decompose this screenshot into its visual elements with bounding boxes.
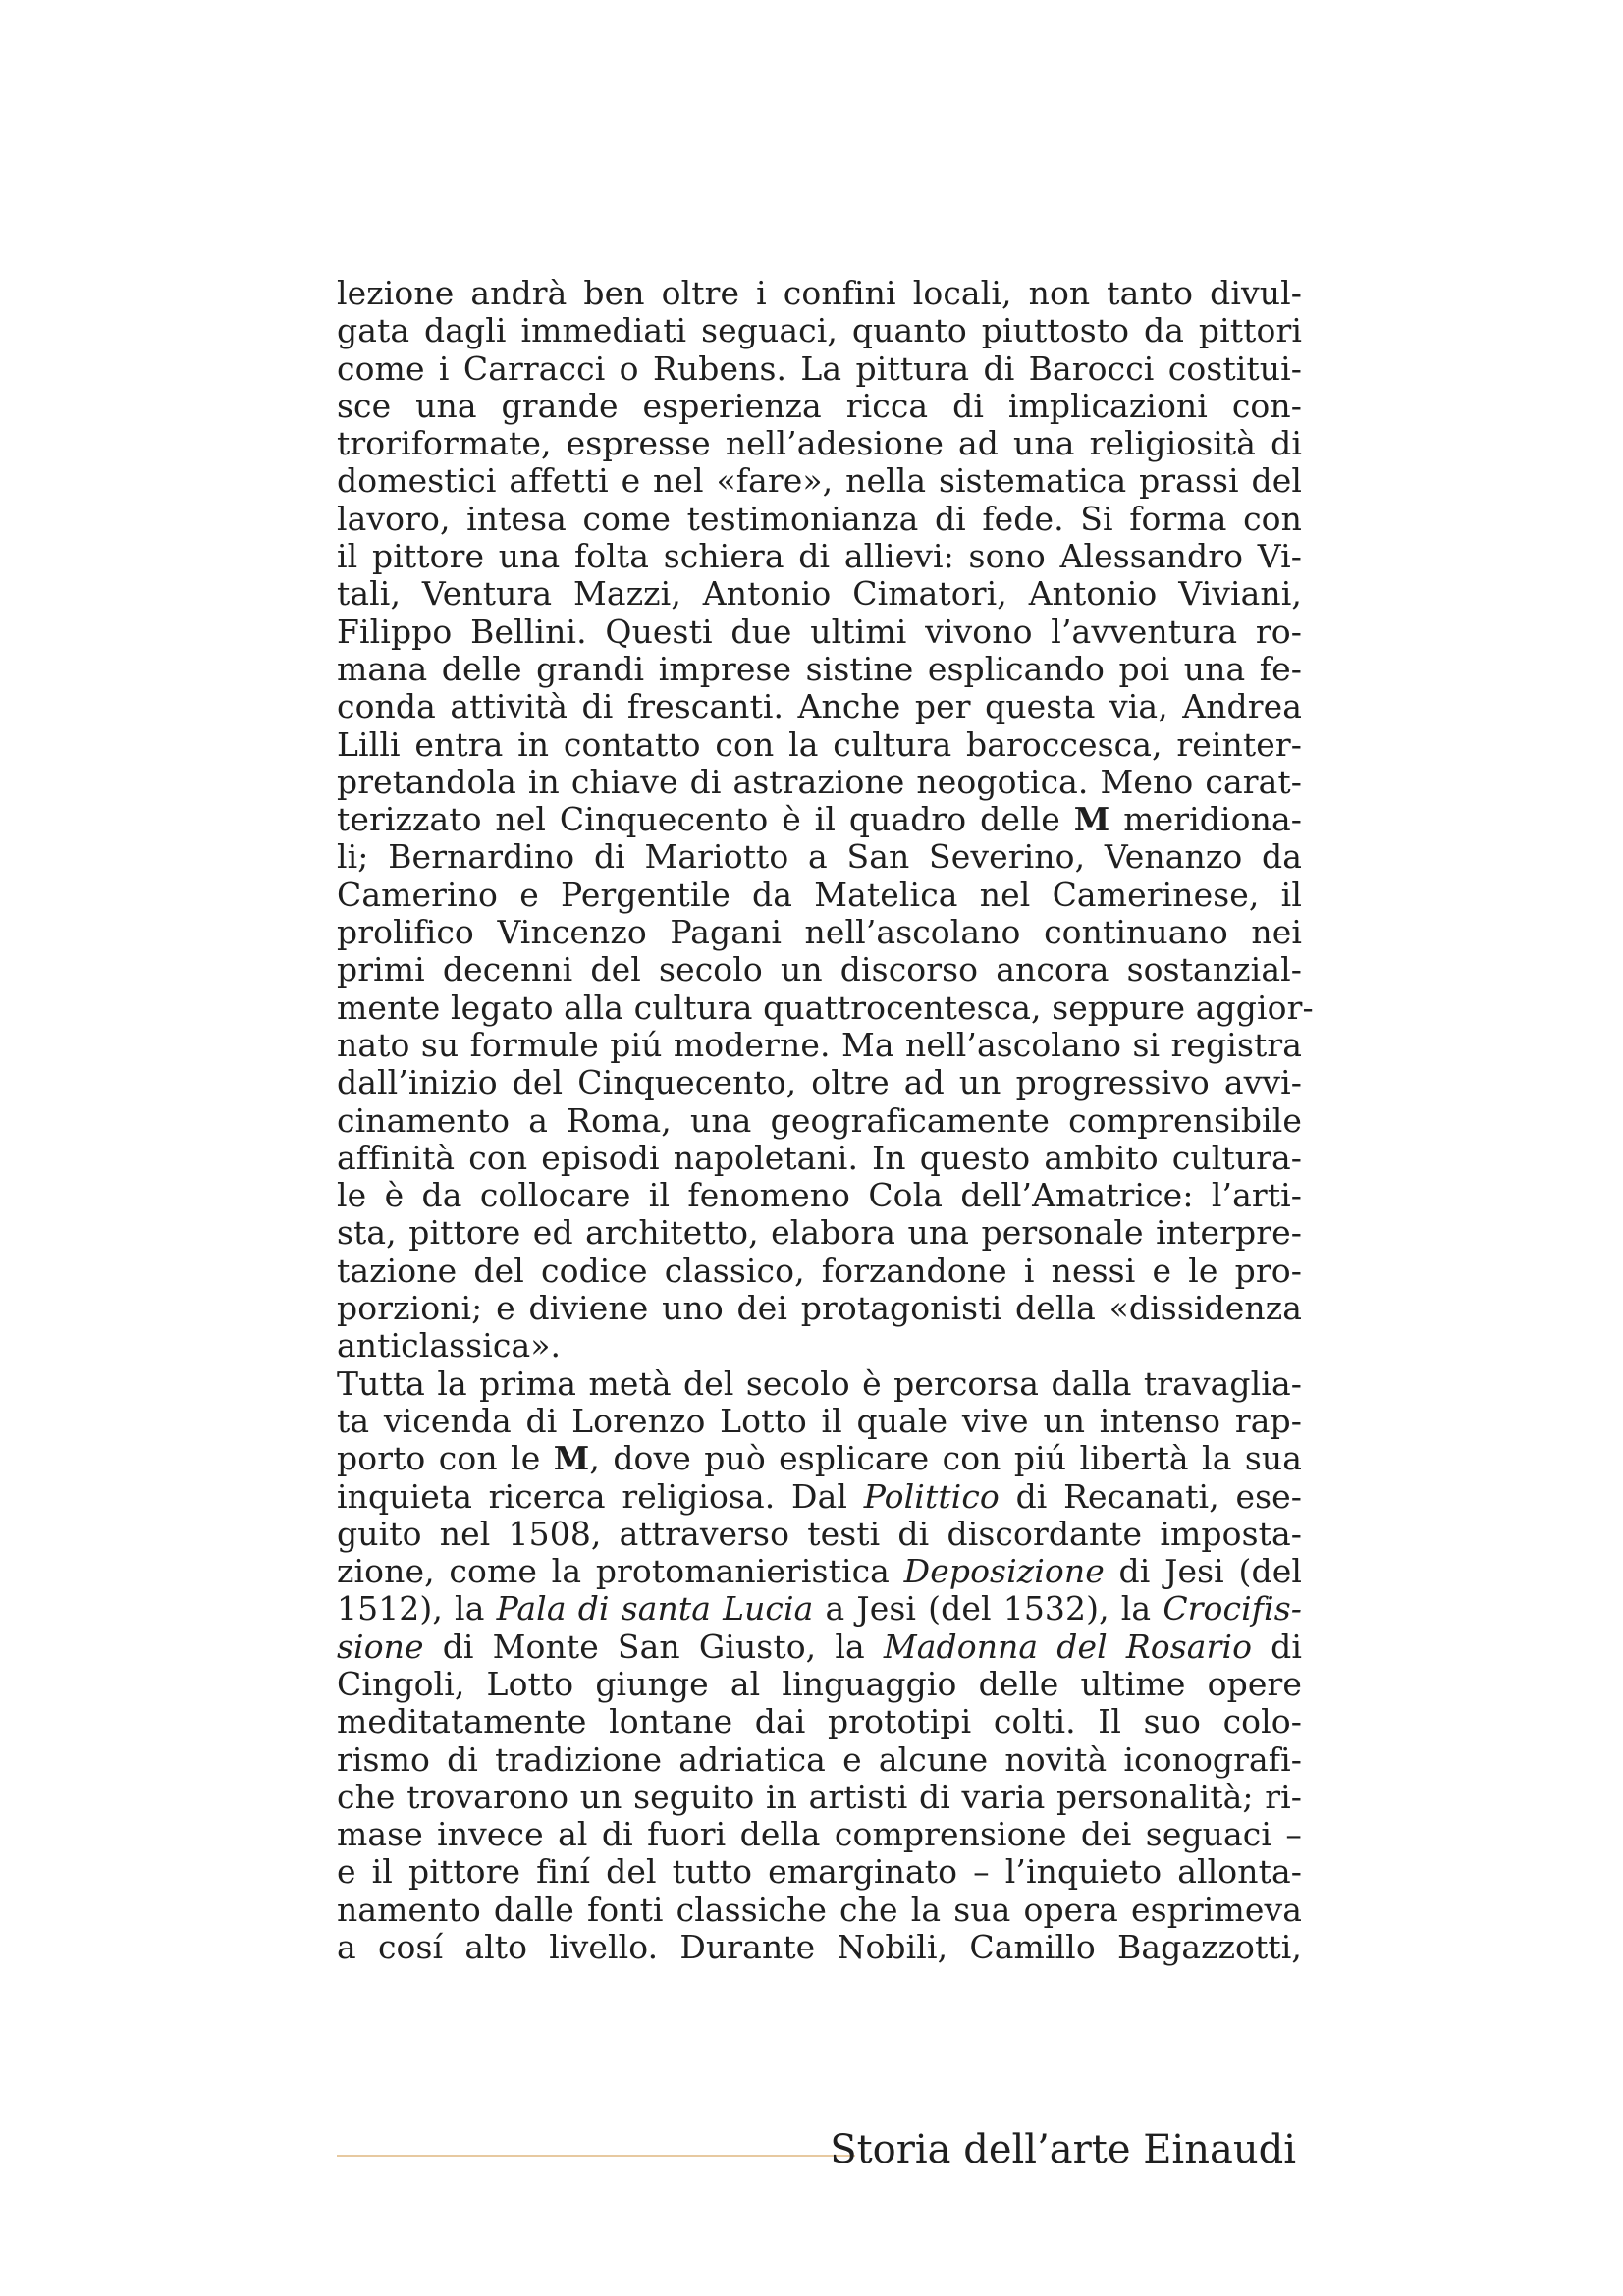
text-line: il pittore una folta schiera di allievi: sono Alessandro Vi- [337,537,1302,576]
text-line: inquieta ricerca religiosa. Dal Polittico di Recanati, ese- [337,1476,1302,1516]
text-line: 1512), la Pala di santa Lucia a Jesi (del 1532), la Crocifis- [337,1589,1302,1629]
text-line: namento dalle fonti classiche che la sua opera esprimeva [337,1890,1302,1929]
text-line: gata dagli immediati seguaci, quanto piuttosto da pittori [337,311,1302,350]
text-line: Camerino e Pergentile da Matelica nel Camerinese, il [337,875,1302,914]
footer-rule [337,2155,855,2157]
text-line: nato su formule piú moderne. Ma nell’ascolano si registra [337,1025,1302,1064]
footer-title: Storia dell’arte Einaudi [830,2127,1296,2172]
text-line: meditatamente lontane dai prototipi colti. Il suo colo- [337,1702,1302,1741]
text-line: dall’inizio del Cinquecento, oltre ad un progressivo avvi- [337,1063,1302,1102]
text-line: domestici affetti e nel «fare», nella sistematica prassi del [337,461,1302,501]
text-line: come i Carracci o Rubens. La pittura di Barocci costitui- [337,348,1302,388]
text-line: guito nel 1508, attraverso testi di discordante imposta- [337,1514,1302,1553]
text-line: rismo di tradizione adriatica e alcune novità iconografi- [337,1739,1302,1779]
text-line: lavoro, intesa come testimonianza di fede. Si forma con [337,499,1302,538]
text-line: conda attività di frescanti. Anche per questa via, Andrea [337,687,1302,726]
text-line: che trovarono un seguito in artisti di varia personalità; ri- [337,1777,1302,1816]
text-line: cinamento a Roma, una geograficamente comprensibile [337,1100,1302,1140]
text-line: li; Bernardino di Mariotto a San Severino, Venanzo da [337,837,1302,877]
text-line: zione, come la protomanieristica Deposizione di Jesi (del [337,1552,1302,1591]
text-line: ta vicenda di Lorenzo Lotto il quale vive un intenso rap- [337,1401,1302,1440]
text-line: mente legato alla cultura quattrocentesca, seppure aggior- [337,988,1314,1027]
text-line: sta, pittore ed architetto, elabora una personale interpre- [337,1213,1302,1253]
text-line: e il pittore finí del tutto emarginato – l’inquieto allonta- [337,1852,1302,1892]
text-line: terizzato nel Cinquecento è il quadro delle M meridiona- [337,800,1302,839]
text-line: porzioni; e diviene uno dei protagonisti della «dissidenza [337,1289,1302,1328]
text-line: Cingoli, Lotto giunge al linguaggio delle ultime opere [337,1664,1302,1703]
text-line: Filippo Bellini. Questi due ultimi vivono l’avventura ro- [337,612,1302,651]
text-line: Lilli entra in contatto con la cultura baroccesca, reinter- [337,724,1302,764]
text-line: sione di Monte San Giusto, la Madonna del Rosario di [337,1627,1303,1666]
text-line: porto con le M, dove può esplicare con piú libertà la sua [337,1439,1303,1478]
text-line: mana delle grandi imprese sistine esplicando poi una fe- [337,649,1302,688]
text-line: prolifico Vincenzo Pagani nell’ascolano continuano nei [337,913,1302,952]
text-line: sce una grande esperienza ricca di implicazioni con- [337,386,1302,425]
text-line: affinità con episodi napoletani. In questo ambito cultura- [337,1138,1302,1177]
text-line: primi decenni del secolo un discorso ancora sostanzial- [337,950,1302,989]
text-line: troriformate, espresse nell’adesione ad una religiosità di [337,424,1302,463]
text-line: le è da collocare il fenomeno Cola dell’Amatrice: l’arti- [337,1176,1302,1215]
text-line: lezione andrà ben oltre i confini locali, non tanto divul- [337,274,1302,312]
text-line: Tutta la prima metà del secolo è percorsa dalla travaglia- [337,1363,1302,1403]
text-line: a cosí alto livello. Durante Nobili, Camillo Bagazzotti, [337,1928,1302,1967]
text-line: mase invece al di fuori della comprensione dei seguaci – [337,1815,1302,1854]
body-text [337,274,1314,1967]
text-line: anticlassica». [337,1326,562,1365]
text-line: tazione del codice classico, forzandone i nessi e le pro- [337,1251,1302,1290]
text-line: pretandola in chiave di astrazione neogotica. Meno carat- [337,762,1302,801]
text-line: tali, Ventura Mazzi, Antonio Cimatori, Antonio Viviani, [337,574,1302,614]
